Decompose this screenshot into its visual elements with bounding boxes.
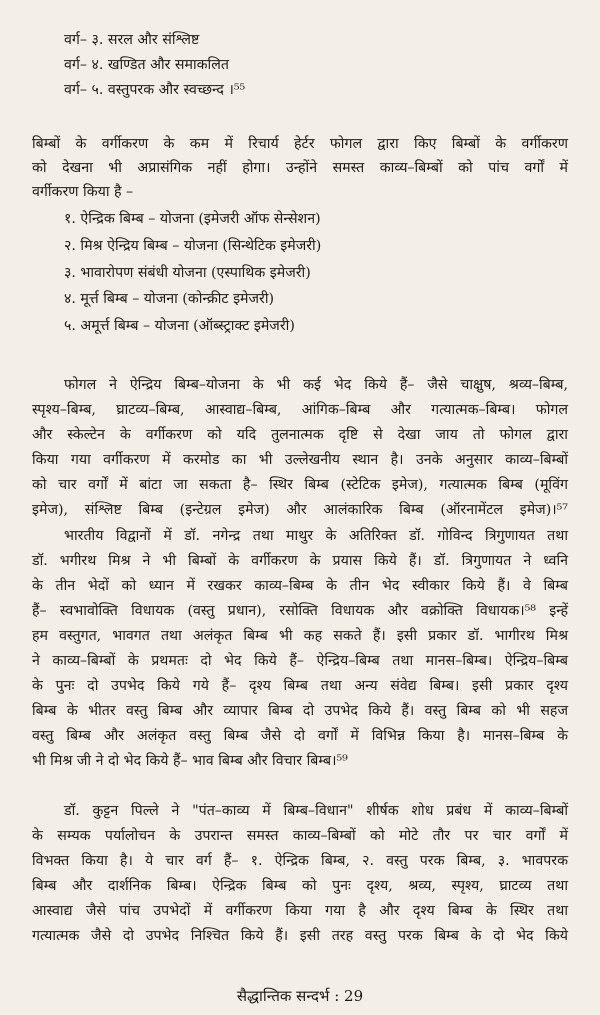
paragraph-line: बिम्ब के भीतर वस्तु बिम्ब और व्यापार बिम्ब दो उपभेद किये हैं। वस्तु बिम्ब को भी सहज xyxy=(32,703,568,719)
list-fogle-item: ५. अमूर्त्त बिम्ब – योजना (ऑब्स्ट्राक्ट इमेजरी) xyxy=(64,318,295,334)
paragraph-line: इमेज), संश्लिष्ट बिम्ब (इन्टेग्रल इमेज) और आलंकारिक बिम्ब (ऑरनामेंटल इमेज)।⁵⁷ xyxy=(32,502,568,518)
paragraph-line: हम वस्तुगत, भावगत तथा अलंकृत बिम्ब भी कह सकते हैं। इसी प्रकार डॉ. भागीरथ मिश्र xyxy=(32,628,568,644)
paragraph-line: भारतीय विद्वानों में डॉ. नगेन्द्र तथा माथुर के अतिरिक्त डॉ. गोविन्द त्रिगुणायत तथा xyxy=(64,528,568,544)
paragraph-line: गत्यात्मक जैसे दो उपभेद निश्चित किये हैं। इसी तरह वस्तु परक बिम्ब के दो भेद किये xyxy=(32,928,568,944)
paragraph-line: ने काव्य–बिम्बों के प्रथमतः दो भेद किये हैं– ऐन्द्रिय–बिम्ब तथा मानस–बिम्ब। ऐन्द्रिय–बिम्ब xyxy=(32,653,568,669)
paragraph-line: बिम्ब और दार्शनिक बिम्ब। ऐन्द्रिक बिम्ब को पुनः दृश्य, श्रव्य, स्पृश्य, घ्राटव्य तथा xyxy=(32,878,568,894)
page-footer: सैद्धान्तिक सन्दर्भ : 29 xyxy=(236,987,364,1005)
paragraph-line: वर्गीकरण किया है – xyxy=(32,184,134,200)
paragraph-line: विभक्त किया है। ये चार वर्ग हैं– १. ऐन्द्रिक बिम्ब, २. वस्तु परक बिम्ब, ३. भावपरक xyxy=(32,853,568,869)
list-top-item: वर्ग– ४. खण्डित और समाकलित xyxy=(64,57,229,73)
paragraph-line: भी मिश्र जी ने दो भेद किये हैं– भाव बिम्ब और विचार बिम्ब।⁵⁹ xyxy=(32,753,348,769)
list-top-item: वर्ग– ५. वस्तुपरक और स्वच्छन्द ।⁵⁵ xyxy=(64,82,246,98)
paragraph-line: आस्वाद्य जैसे पांच उपभेदों में वर्गीकरण किया गया है और दृश्य बिम्ब के स्थिर तथा xyxy=(32,903,568,919)
paragraph-line: के तीन भेदों को ध्यान में रखकर काव्य–बिम्ब के तीन भेद स्वीकार किये हैं। वे बिम्ब xyxy=(32,578,568,594)
list-fogle-item: ४. मूर्त्त बिम्ब – योजना (कोन्क्रीट इमेजरी) xyxy=(64,291,275,307)
list-fogle-item: २. मिश्र ऐन्द्रिय बिम्ब – योजना (सिन्थेटिक इमेजरी) xyxy=(64,238,322,254)
paragraph-line: फोगल ने ऐन्द्रिय बिम्ब–योजना के भी कई भेद किये हैं– जैसे चाक्षुष, श्रव्य–बिम्ब, xyxy=(64,377,568,393)
paragraph-line: और स्केल्टेन के वर्गीकरण को यदि तुलनात्मक दृष्टि से देखा जाय तो फोगल द्वारा xyxy=(32,427,568,443)
paragraph-line: को चार वर्गों में बांटा जा सकता है– स्थिर बिम्ब (स्टेटिक इमेज), गत्यात्मक बिम्ब (मूविंग xyxy=(32,477,568,493)
paragraph-line: वस्तु बिम्ब और अलंकृत वस्तु बिम्ब जैसे दो वर्गों में विभिन्न किया है। मानस–बिम्ब के xyxy=(32,728,568,744)
paragraph-line: को देखना भी अप्रासंगिक नहीं होगा। उन्होंने समस्त काव्य–बिम्बों को पांच वर्गों में xyxy=(32,160,568,176)
list-top-item: वर्ग– ३. सरल और संश्लिष्ट xyxy=(64,32,200,48)
paragraph-line: बिम्बों के वर्गीकरण के कम में रिचार्य हेर्टर फोगल द्वारा किए बिम्बों के वर्गीकरण xyxy=(32,136,568,152)
paragraph-line: डॉ. कुट्टन पिल्ले ने "पंत–काव्य में बिम्ब–विधान" शीर्षक शोध प्रबंध में काव्य–बिम्बों xyxy=(64,803,568,819)
paragraph-line: के सम्यक पर्यालोचन के उपरान्त समस्त काव्य–बिम्बों को मोटे तौर पर चार वर्गों में xyxy=(32,828,568,844)
list-fogle-item: १. ऐन्द्रिक बिम्ब – योजना (इमेजरी ऑफ सेन्सेशन) xyxy=(64,211,321,227)
paragraph-line: के पुनः दो उपभेद किये गये हैं– दृश्य बिम्ब तथा अन्य संवेद्य बिम्ब। इसी प्रकार दृश्य xyxy=(32,678,568,694)
paragraph-line: स्पृश्य–बिम्ब, घ्राटव्य–बिम्ब, आस्वाद्य–बिम्ब, आंगिक–बिम्ब और गत्यात्मक–बिम्ब। फोगल xyxy=(32,402,568,418)
paragraph-line: डॉ. भगीरथ मिश्र ने भी बिम्बों के वर्गीकरण के प्रयास किये हैं। डॉ. त्रिगुणायत ने ध्वनि xyxy=(32,553,568,569)
paragraph-line: हैं– स्वभावोक्ति विधायक (वस्तु प्रधान), रसोक्ति विधायक और वक्रोक्ति विधायक।⁵⁸ इन्हें xyxy=(32,603,568,619)
paragraph-line: किया गया वर्गीकरण में करमोड का भी उल्लेखनीय स्थान है। उनके अनुसार काव्य–बिम्बों xyxy=(32,452,568,468)
list-fogle-item: ३. भावारोपण संबंधी योजना (एस्पाथिक इमेजरी) xyxy=(64,265,311,281)
